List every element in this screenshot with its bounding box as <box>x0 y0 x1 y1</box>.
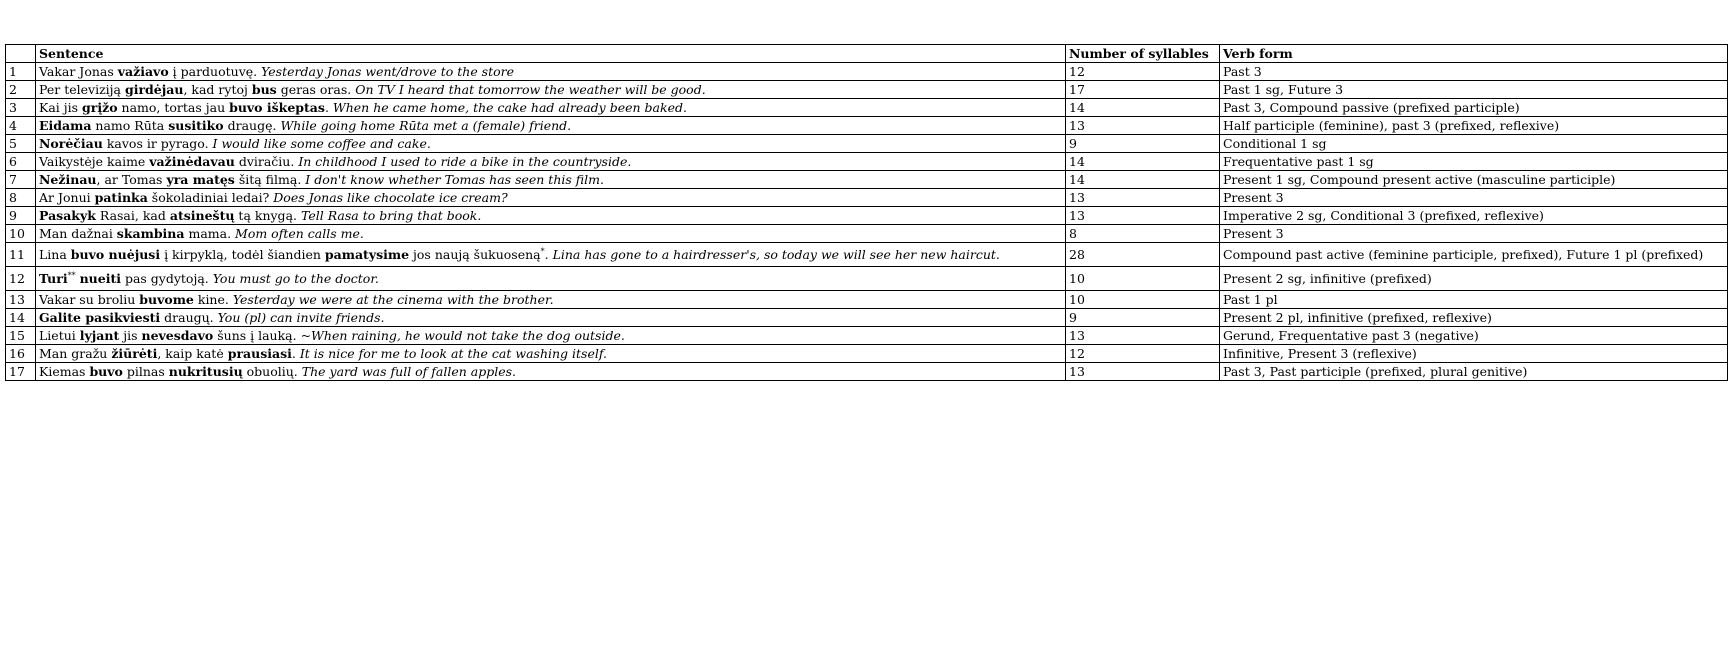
sentence-cell <box>36 63 1066 81</box>
english-translation: I don't know whether Tomas has seen this film. <box>305 172 604 187</box>
header-row <box>6 45 1728 63</box>
sentence-text: Kiemas <box>39 364 90 379</box>
syllable-count: 13 <box>1066 117 1220 135</box>
english-translation: Tell Rasa to bring that book. <box>300 208 482 223</box>
sentence-cell <box>36 153 1066 171</box>
sentence-text: pas gydytoją. <box>120 271 213 286</box>
syllable-count: 17 <box>1066 81 1220 99</box>
sentence-text: jos naują šukuoseną <box>409 247 541 262</box>
verb-form-cell: Present 1 sg, Compound present active (masculine participle) <box>1220 171 1728 189</box>
sentence-text: draugę. <box>223 118 281 133</box>
english-translation: In childhood I used to ride a bike in the countryside. <box>298 154 632 169</box>
verb-highlight: Galite pasikviesti <box>39 310 161 325</box>
footnote-marker: ** <box>67 270 76 280</box>
table-row <box>6 243 1728 267</box>
verb-form-cell: Present 3 <box>1220 189 1728 207</box>
sentence-cell <box>36 81 1066 99</box>
sentence-text: Lietui <box>39 328 80 343</box>
sentence-text: namo, tortas jau <box>117 100 230 115</box>
table-row <box>6 309 1728 327</box>
sentence-cell <box>36 207 1066 225</box>
verb-highlight: patinka <box>94 190 148 205</box>
english-translation: While going home Rūta met a (female) friend. <box>280 118 572 133</box>
sentence-text: , ar Tomas <box>96 172 167 187</box>
row-number: 11 <box>6 243 36 267</box>
table-row <box>6 153 1728 171</box>
syllable-count: 10 <box>1066 291 1220 309</box>
table-row <box>6 363 1728 381</box>
verb-highlight: susitiko <box>168 118 224 133</box>
table-header <box>6 45 1728 63</box>
verb-highlight: pamatysime <box>324 247 410 262</box>
row-number: 16 <box>6 345 36 363</box>
footnote-marker: * <box>540 246 545 256</box>
syllable-count: 13 <box>1066 363 1220 381</box>
sentence-text: . <box>291 346 300 361</box>
syllable-count: 28 <box>1066 243 1220 267</box>
verb-highlight: nukritusių <box>168 364 243 379</box>
sentence-text: namo Rūta <box>91 118 169 133</box>
sentence-cell <box>36 189 1066 207</box>
verb-highlight: yra matęs <box>166 172 235 187</box>
sentence-text: Kai jis <box>39 100 83 115</box>
syllable-count: 13 <box>1066 189 1220 207</box>
english-translation: Yesterday Jonas went/drove to the store <box>261 64 515 79</box>
sentence-cell <box>36 225 1066 243</box>
verb-form-cell: Past 3 <box>1220 63 1728 81</box>
syllable-count: 14 <box>1066 99 1220 117</box>
row-number: 6 <box>6 153 36 171</box>
sentence-text: į parduotuvę. <box>168 64 262 79</box>
row-number: 8 <box>6 189 36 207</box>
sentence-text: Ar Jonui <box>39 190 95 205</box>
verb-highlight: važinėdavau <box>149 154 235 169</box>
verb-form-cell: Infinitive, Present 3 (reflexive) <box>1220 345 1728 363</box>
verb-form-cell: Compound past active (feminine participle, prefixed), Future 1 pl (prefixed) <box>1220 243 1728 267</box>
row-number: 4 <box>6 117 36 135</box>
row-number: 17 <box>6 363 36 381</box>
header-number <box>6 45 36 63</box>
syllable-count: 9 <box>1066 135 1220 153</box>
sentence-cell <box>36 309 1066 327</box>
row-number: 9 <box>6 207 36 225</box>
document-sheet <box>5 44 1727 381</box>
sentence-text: šokoladiniai ledai? <box>147 190 274 205</box>
english-translation: Lina has gone to a hairdresser's, so today we will see her new haircut. <box>552 247 1000 262</box>
sentence-text: Vakar Jonas <box>39 64 118 79</box>
table-row <box>6 225 1728 243</box>
table-row <box>6 135 1728 153</box>
sentence-text: . <box>544 247 553 262</box>
verb-form-table <box>5 44 1728 381</box>
verb-form-cell: Present 2 pl, infinitive (prefixed, reflexive) <box>1220 309 1728 327</box>
row-number: 2 <box>6 81 36 99</box>
sentence-text: Per televiziją <box>39 82 125 97</box>
sentence-cell <box>36 345 1066 363</box>
sentence-cell <box>36 99 1066 117</box>
row-number: 15 <box>6 327 36 345</box>
sentence-text: Rasai, kad <box>95 208 170 223</box>
row-number: 14 <box>6 309 36 327</box>
sentence-text: , kaip katė <box>157 346 228 361</box>
table-row <box>6 327 1728 345</box>
syllable-count: 13 <box>1066 327 1220 345</box>
verb-form-cell: Imperative 2 sg, Conditional 3 (prefixed, reflexive) <box>1220 207 1728 225</box>
row-number: 5 <box>6 135 36 153</box>
verb-form-cell: Present 2 sg, infinitive (prefixed) <box>1220 267 1728 291</box>
sentence-text: kavos ir pyrago. <box>102 136 213 151</box>
sentence-text: obuolių. <box>242 364 302 379</box>
verb-form-cell: Past 3, Compound passive (prefixed participle) <box>1220 99 1728 117</box>
sentence-text: mama. <box>184 226 236 241</box>
sentence-text: į kirpyklą, todėl šiandien <box>160 247 325 262</box>
sentence-text: Lina <box>39 247 71 262</box>
syllable-count: 14 <box>1066 171 1220 189</box>
verb-highlight: bus <box>251 82 277 97</box>
english-translation: Mom often calls me. <box>235 226 364 241</box>
verb-highlight: važiavo <box>117 64 169 79</box>
verb-highlight: buvome <box>139 292 194 307</box>
sentence-cell <box>36 327 1066 345</box>
syllable-count: 12 <box>1066 345 1220 363</box>
english-translation: Yesterday we were at the cinema with the brother. <box>232 292 554 307</box>
syllable-count: 8 <box>1066 225 1220 243</box>
verb-highlight: buvo <box>89 364 123 379</box>
verb-highlight: lyjant <box>79 328 120 343</box>
verb-highlight: girdėjau <box>124 82 184 97</box>
sentence-text: Man dažnai <box>39 226 117 241</box>
english-translation: When he came home, the cake had already been baked. <box>332 100 687 115</box>
verb-highlight: atsineštų <box>169 208 235 223</box>
table-row <box>6 291 1728 309</box>
table-row <box>6 81 1728 99</box>
english-translation: You (pl) can invite friends. <box>217 310 385 325</box>
header-sentence: Sentence <box>36 45 1066 63</box>
table-row <box>6 345 1728 363</box>
sentence-text: Man gražu <box>39 346 112 361</box>
verb-highlight: Pasakyk <box>39 208 96 223</box>
sentence-text: . <box>324 100 333 115</box>
sentence-cell <box>36 135 1066 153</box>
row-number: 10 <box>6 225 36 243</box>
sentence-text: dviračiu. <box>234 154 299 169</box>
row-number: 13 <box>6 291 36 309</box>
sentence-text: šitą filmą. <box>234 172 306 187</box>
verb-form-cell: Past 1 pl <box>1220 291 1728 309</box>
syllable-count: 9 <box>1066 309 1220 327</box>
verb-highlight: Norėčiau <box>39 136 103 151</box>
table-body <box>6 63 1728 381</box>
table-row <box>6 63 1728 81</box>
sentence-text: kine. <box>193 292 233 307</box>
sentence-text: jis <box>119 328 142 343</box>
verb-highlight: buvo nuėjusi <box>70 247 161 262</box>
english-translation: Does Jonas like chocolate ice cream? <box>273 190 508 205</box>
table-row <box>6 171 1728 189</box>
verb-highlight: prausiasi <box>227 346 292 361</box>
verb-highlight: žiūrėti <box>111 346 158 361</box>
verb-highlight: nevesdavo <box>141 328 214 343</box>
syllable-count: 13 <box>1066 207 1220 225</box>
verb-form-cell: Conditional 1 sg <box>1220 135 1728 153</box>
row-number: 12 <box>6 267 36 291</box>
verb-form-cell: Past 3, Past participle (prefixed, plural genitive) <box>1220 363 1728 381</box>
table-row <box>6 99 1728 117</box>
row-number: 7 <box>6 171 36 189</box>
sentence-text: pilnas <box>122 364 169 379</box>
table-row <box>6 189 1728 207</box>
english-translation: It is nice for me to look at the cat washing itself. <box>299 346 607 361</box>
syllable-count: 10 <box>1066 267 1220 291</box>
sentence-text: draugų. <box>160 310 218 325</box>
header-verb-form: Verb form <box>1220 45 1728 63</box>
syllable-count: 14 <box>1066 153 1220 171</box>
verb-highlight: grįžo <box>82 100 118 115</box>
english-translation: You must go to the doctor. <box>212 271 379 286</box>
verb-highlight: Turi <box>39 271 68 286</box>
sentence-cell <box>36 243 1066 267</box>
verb-highlight: buvo iškeptas <box>229 100 325 115</box>
syllable-count: 12 <box>1066 63 1220 81</box>
table-row <box>6 117 1728 135</box>
english-translation: The yard was full of fallen apples. <box>301 364 517 379</box>
sentence-cell <box>36 291 1066 309</box>
sentence-cell <box>36 117 1066 135</box>
verb-highlight: Nežinau <box>39 172 97 187</box>
sentence-cell <box>36 363 1066 381</box>
sentence-text: , kad rytoj <box>183 82 252 97</box>
sentence-text: šuns į lauką. <box>213 328 301 343</box>
row-number: 3 <box>6 99 36 117</box>
english-translation: ~When raining, he would not take the dog outside. <box>300 328 625 343</box>
sentence-cell <box>36 267 1066 291</box>
verb-form-cell: Half participle (feminine), past 3 (prefixed, reflexive) <box>1220 117 1728 135</box>
sentence-text: Vaikystėje kaime <box>39 154 150 169</box>
header-syllables: Number of syllables <box>1066 45 1220 63</box>
verb-highlight: Eidama <box>39 118 92 133</box>
sentence-text: tą knygą. <box>234 208 301 223</box>
verb-form-cell: Gerund, Frequentative past 3 (negative) <box>1220 327 1728 345</box>
verb-form-cell: Present 3 <box>1220 225 1728 243</box>
english-translation: I would like some coffee and cake. <box>212 136 431 151</box>
sentence-text: geras oras. <box>276 82 356 97</box>
verb-form-cell: Past 1 sg, Future 3 <box>1220 81 1728 99</box>
verb-highlight: nueiti <box>79 271 121 286</box>
row-number: 1 <box>6 63 36 81</box>
verb-highlight: skambina <box>116 226 185 241</box>
sentence-cell <box>36 171 1066 189</box>
english-translation: On TV I heard that tomorrow the weather will be good. <box>355 82 706 97</box>
table-row <box>6 207 1728 225</box>
table-row <box>6 267 1728 291</box>
sentence-text: Vakar su broliu <box>39 292 140 307</box>
verb-form-cell: Frequentative past 1 sg <box>1220 153 1728 171</box>
